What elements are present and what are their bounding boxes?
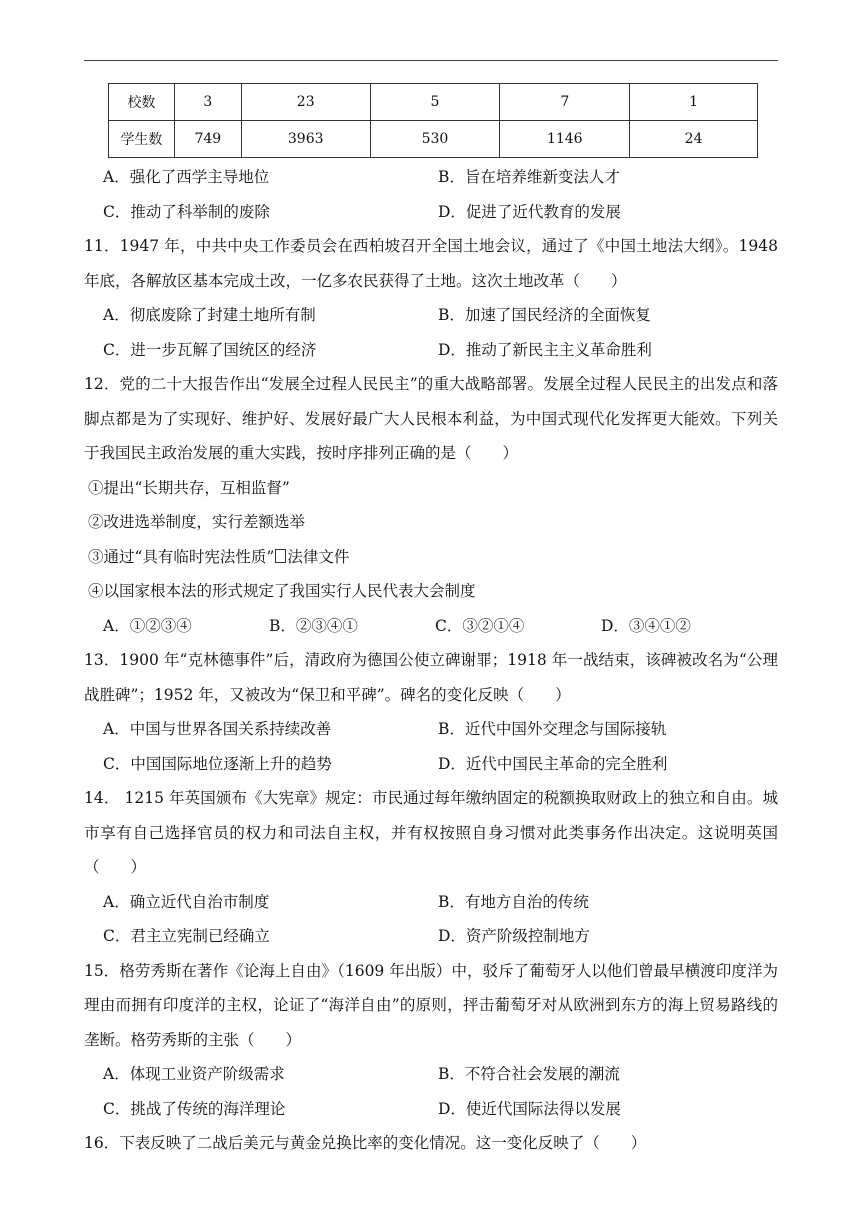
table-cell: 23	[241, 84, 370, 121]
question-list	[84, 160, 778, 1161]
q13-option-c[interactable]: C．中国国际地位逐渐上升的趋势	[103, 754, 332, 773]
q10-option-c[interactable]: C．推动了科举制的废除	[103, 202, 270, 221]
missing-glyph-icon	[275, 549, 286, 563]
q13-options-row1	[84, 712, 778, 747]
table-row	[109, 84, 758, 121]
q10-option-d[interactable]: D．促进了近代教育的发展	[438, 202, 621, 221]
row-label: 校数	[109, 84, 175, 121]
q12-item-2: ②改进选举制度，实行差额选举	[88, 513, 306, 531]
q13-option-d[interactable]: D．近代中国民主革命的完全胜利	[438, 754, 668, 773]
table-cell: 1146	[500, 121, 630, 158]
q14-options-row1	[84, 885, 778, 920]
q11-option-b[interactable]: B．加速了国民经济的全面恢复	[438, 306, 651, 324]
q12-item-3-text: ③通过“具有临时宪法性质”	[88, 547, 275, 566]
q15-option-d[interactable]: D．使近代国际法得以发展	[438, 1099, 621, 1118]
row-label: 学生数	[109, 121, 175, 158]
q15-options-row1	[84, 1057, 778, 1092]
q11-option-a[interactable]: A．彻底废除了封建土地所有制	[103, 306, 316, 324]
q14-option-b[interactable]: B．有地方自治的传统	[438, 892, 589, 911]
table-cell: 3963	[241, 121, 370, 158]
q14-option-a[interactable]: A．确立近代自治市制度	[103, 892, 270, 911]
table-cell: 530	[370, 121, 500, 158]
q11-options-row1	[84, 298, 778, 333]
q15-option-c[interactable]: C．挑战了传统的海洋理论	[103, 1099, 286, 1118]
q15-options-row2	[84, 1092, 778, 1127]
q14-options-row2	[84, 919, 778, 954]
q16-stem: 16．下表反映了二战后美元与黄金兑换比率的变化情况。这一变化反映了（ ）	[84, 1134, 647, 1152]
q15-option-b[interactable]: B．不符合社会发展的潮流	[438, 1065, 620, 1083]
q12-item-3-tail: 法律文件	[287, 547, 350, 566]
table-cell: 5	[370, 84, 500, 121]
table-cell: 3	[174, 84, 241, 121]
q13-options-row2	[84, 747, 778, 782]
school-table	[108, 83, 758, 158]
q11-option-c[interactable]: C．进一步瓦解了国统区的经济	[103, 340, 317, 359]
q13-stem: 13．1900 年“克林德事件”后，清政府为德国公使立碑谢罪；1918 年一战结束，该碑被改名为“公理战胜碑”；1952 年，又被改为“保卫和平碑”。碑名的变化反映（ ）	[84, 651, 778, 704]
q13-option-b[interactable]: B．近代中国外交理念与国际接轨	[438, 720, 667, 738]
q10-options-row1	[84, 160, 778, 195]
table-cell: 749	[174, 121, 241, 158]
table-cell: 7	[500, 84, 630, 121]
q13-option-a[interactable]: A．中国与世界各国关系持续改善	[103, 720, 332, 738]
q12-item-1: ①提出“长期共存，互相监督”	[88, 478, 290, 497]
q15-stem: 15．格劳秀斯在著作《论海上自由》（1609 年出版）中，驳斥了葡萄牙人以他们曾最早横渡印度洋为理由而拥有印度洋的主权，论证了“海洋自由”的原则，抨击葡萄牙对从欧洲到东方的海上贸易路线的垄断。格劳秀斯的主张（ ）	[84, 961, 778, 1049]
q10-option-a[interactable]: A．强化了西学主导地位	[103, 168, 270, 186]
q12-option-c[interactable]: C．③②①④	[435, 616, 525, 635]
header-rule	[84, 60, 778, 61]
q12-stem: 12．党的二十大报告作出“发展全过程人民民主”的重大战略部署。发展全过程人民民主的出发点和落脚点都是为了实现好、维护好、发展好最广大人民根本利益，为中国式现代化发挥更大能效。下列关于我国民主政治发展的重大实践，按时序排列正确的是（ ）	[84, 375, 778, 462]
table-cell: 24	[630, 121, 758, 158]
q12-item-3	[84, 540, 778, 575]
table-cell: 1	[630, 84, 758, 121]
q11-stem: 11．1947 年，中共中央工作委员会在西柏坡召开全国土地会议，通过了《中国土地法大纲》。1948 年底，各解放区基本完成土改，一亿多农民获得了土地。这次土地改革（ ）	[84, 237, 778, 290]
q11-option-d[interactable]: D．推动了新民主主义革命胜利	[438, 340, 652, 359]
q12-item-4: ④以国家根本法的形式规定了我国实行人民代表大会制度	[88, 582, 476, 600]
q14-option-d[interactable]: D．资产阶级控制地方	[438, 927, 590, 945]
q10-options-row2	[84, 195, 778, 230]
q11-options-row2	[84, 333, 778, 368]
q14-stem: 14． 1215 年英国颁布《大宪章》规定：市民通过每年缴纳固定的税额换取财政上的独立和自由。城市享有自己选择官员的权力和司法自主权，并有权按照自身习惯对此类事务作出决定。这说明英国（ ）	[84, 789, 778, 876]
q12-option-d[interactable]: D．③④①②	[601, 616, 691, 635]
table-row	[109, 121, 758, 158]
q14-option-c[interactable]: C．君主立宪制已经确立	[103, 927, 270, 945]
q10-option-b[interactable]: B．旨在培养维新变法人才	[438, 168, 620, 186]
q12-option-b[interactable]: B．②③④①	[269, 616, 358, 635]
q12-option-a[interactable]: A．①②③④	[103, 616, 192, 635]
q15-option-a[interactable]: A．体现工业资产阶级需求	[103, 1065, 285, 1083]
q12-options-row	[84, 609, 778, 644]
